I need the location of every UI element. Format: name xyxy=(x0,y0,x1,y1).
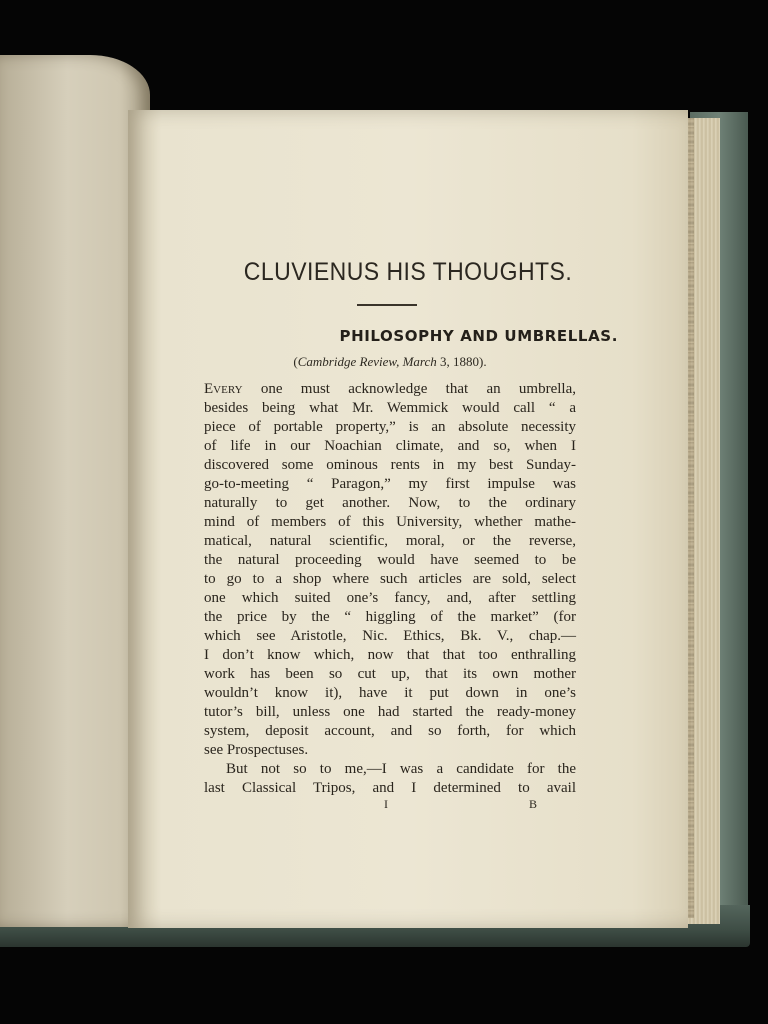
text-line: wouldn’t know it), have it put down in one’s xyxy=(204,685,576,701)
text-line: mind of members of this University, whether mathe- xyxy=(204,514,576,530)
title-rule xyxy=(357,304,417,306)
text-line: go-to-meeting “ Paragon,” my first impulse was xyxy=(204,476,576,492)
text-line: Every one must acknowledge that an umbrella, xyxy=(204,381,576,397)
text-line: matical, natural scientific, moral, or the reverse, xyxy=(204,533,576,549)
citation-date: 3, 1880 xyxy=(440,354,479,369)
text-line: to go to a shop where such articles are sold, select xyxy=(204,571,576,587)
text-line: I don’t know which, now that that too enthralling xyxy=(204,647,576,663)
text-line: which see Aristotle, Nic. Ethics, Bk. V., chap.— xyxy=(204,628,576,644)
text-line: besides being what Mr. Wemmick would call “ a xyxy=(204,400,576,416)
text-line: the natural proceeding would have seemed to be xyxy=(204,552,576,568)
text-line: the price by the “ higgling of the market” (for xyxy=(204,609,576,625)
page-number: I xyxy=(384,797,388,811)
text-line: piece of portable property,” is an absolute necessity xyxy=(204,419,576,435)
small-caps-word: very xyxy=(213,381,243,397)
signature-mark: B xyxy=(529,797,538,811)
section-title: PHILOSOPHY AND UMBRELLAS. xyxy=(339,327,618,345)
text-line: system, deposit account, and so forth, for which xyxy=(204,723,576,739)
text-line: see Prospectuses. xyxy=(204,742,309,758)
citation-source: Cambridge Review, March xyxy=(297,354,437,369)
citation-open: ( xyxy=(293,354,298,369)
text-line: tutor’s bill, unless one had started the ready-money xyxy=(204,704,576,720)
text-line: last Classical Tripos, and I determined to avail xyxy=(204,780,576,796)
body-text xyxy=(204,380,576,798)
text-line: one which suited one’s fancy, and, after settling xyxy=(204,590,576,606)
drop-cap: E xyxy=(204,381,214,397)
text-line: But not so to me,—I was a candidate for the xyxy=(226,761,576,777)
text-line: work has been so cut up, that its own mother xyxy=(204,666,576,682)
citation xyxy=(200,354,580,370)
page-title: CLUVIENUS HIS THOUGHTS. xyxy=(243,258,573,286)
text-line: of life in our Noachian climate, and so, when I xyxy=(204,438,576,454)
text-line: discovered some ominous rents in my best Sunday- xyxy=(204,457,576,473)
text-line: naturally to get another. Now, to the ordinary xyxy=(204,495,576,511)
citation-close: ). xyxy=(479,354,487,369)
